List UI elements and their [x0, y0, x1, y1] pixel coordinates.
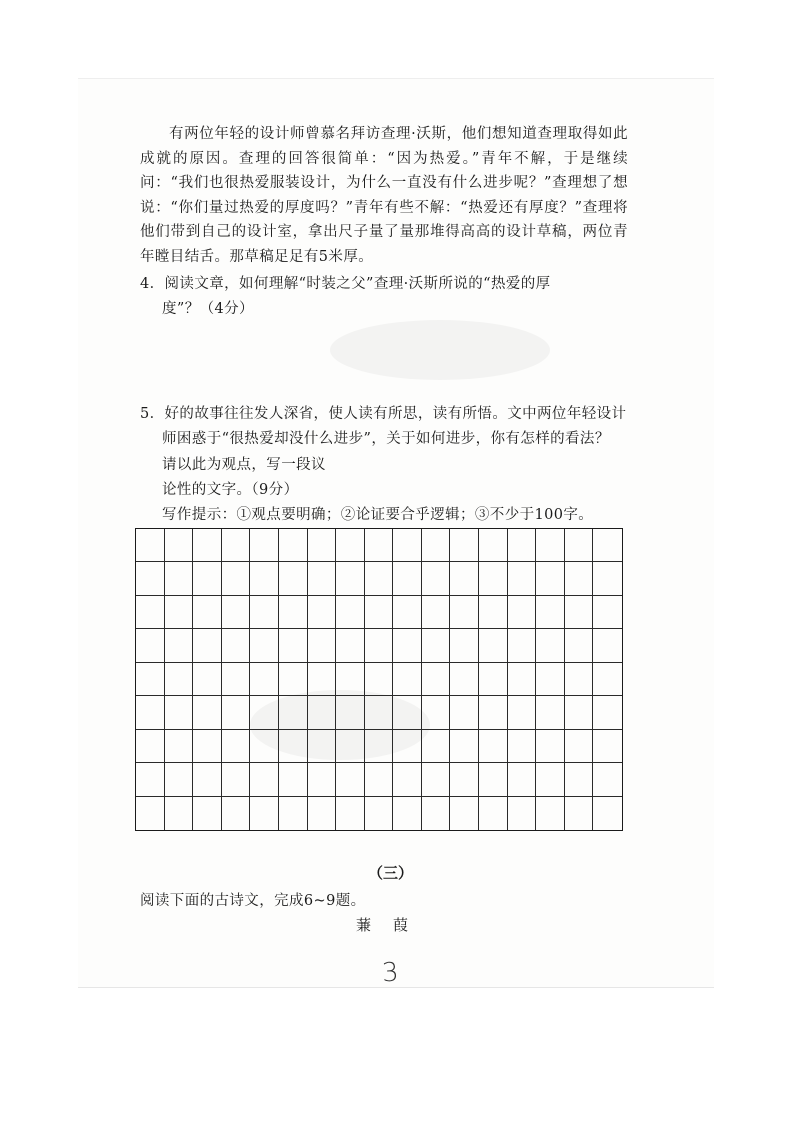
writing-grid-cell[interactable]	[593, 696, 622, 729]
writing-grid-cell[interactable]	[365, 663, 394, 696]
writing-grid-cell[interactable]	[193, 629, 222, 662]
writing-grid-cell[interactable]	[136, 629, 165, 662]
writing-grid-cell[interactable]	[393, 696, 422, 729]
writing-grid-cell[interactable]	[422, 596, 451, 629]
writing-grid-cell[interactable]	[450, 730, 479, 763]
writing-grid-cell[interactable]	[393, 562, 422, 595]
writing-grid-cell[interactable]	[279, 529, 308, 562]
writing-grid-cell[interactable]	[536, 696, 565, 729]
writing-grid-cell[interactable]	[593, 596, 622, 629]
writing-grid-cell[interactable]	[450, 797, 479, 830]
writing-grid-cell[interactable]	[136, 562, 165, 595]
writing-grid-cell[interactable]	[565, 529, 594, 562]
writing-grid-cell[interactable]	[165, 797, 194, 830]
writing-grid-cell[interactable]	[565, 797, 594, 830]
writing-grid-cell[interactable]	[536, 797, 565, 830]
page-number: 3	[380, 957, 400, 989]
writing-grid-cell[interactable]	[422, 730, 451, 763]
writing-grid-cell[interactable]	[279, 663, 308, 696]
writing-grid-cell[interactable]	[250, 730, 279, 763]
writing-grid-cell[interactable]	[165, 596, 194, 629]
writing-grid-cell[interactable]	[508, 663, 537, 696]
story-paragraph: 有两位年轻的设计师曾慕名拜访查理·沃斯，他们想知道查理取得如此成就的原因。查理的回答很简单：“因为热爱。”青年不解，于是继续问：“我们也很热爱服装设计，为什么一直没有什么进步呢？”查理想了想说：“你们量过热爱的厚度吗？”青年有些不解：“热爱还有厚度？”查理将他们带到自己的设计室，拿出尺子量了量那堆得高高的设计草稿，两位青年瞠目结舌。那草稿足足有5米厚。	[140, 126, 628, 265]
writing-grid-cell[interactable]	[308, 629, 337, 662]
writing-grid-cell[interactable]	[165, 663, 194, 696]
writing-grid-cell[interactable]	[365, 696, 394, 729]
writing-grid-cell[interactable]	[565, 596, 594, 629]
section-title: （三）	[368, 864, 414, 882]
writing-grid-cell[interactable]	[308, 596, 337, 629]
writing-grid-cell[interactable]	[593, 629, 622, 662]
writing-grid-cell[interactable]	[222, 562, 251, 595]
writing-grid-cell[interactable]	[508, 696, 537, 729]
section-instruction: 阅读下面的古诗文，完成6~9题。	[140, 893, 366, 909]
writing-grid-cell[interactable]	[393, 797, 422, 830]
writing-grid-cell[interactable]	[479, 663, 508, 696]
writing-grid-cell[interactable]	[365, 529, 394, 562]
writing-grid-cell[interactable]	[422, 529, 451, 562]
writing-grid-cell[interactable]	[165, 763, 194, 796]
writing-grid-cell[interactable]	[336, 529, 365, 562]
writing-grid-cell[interactable]	[450, 763, 479, 796]
writing-grid-cell[interactable]	[279, 763, 308, 796]
writing-grid-cell[interactable]	[508, 529, 537, 562]
writing-grid-cell[interactable]	[393, 629, 422, 662]
writing-grid-cell[interactable]	[279, 730, 308, 763]
writing-grid-cell[interactable]	[593, 663, 622, 696]
writing-hint: 写作提示：①观点要明确；②论证要合乎逻辑；③不少于100字。	[162, 507, 594, 523]
writing-grid-cell[interactable]	[250, 797, 279, 830]
writing-grid-cell[interactable]	[422, 696, 451, 729]
writing-grid-cell[interactable]	[193, 763, 222, 796]
writing-grid-cell[interactable]	[250, 763, 279, 796]
writing-grid-cell[interactable]	[393, 529, 422, 562]
writing-grid-cell[interactable]	[536, 663, 565, 696]
writing-grid-cell[interactable]	[450, 663, 479, 696]
writing-grid-cell[interactable]	[365, 562, 394, 595]
writing-grid-cell[interactable]	[393, 730, 422, 763]
writing-grid-cell[interactable]	[279, 596, 308, 629]
writing-grid-cell[interactable]	[508, 763, 537, 796]
writing-grid-cell[interactable]	[450, 596, 479, 629]
writing-grid-cell[interactable]	[136, 797, 165, 830]
writing-grid-cell[interactable]	[279, 562, 308, 595]
writing-grid-cell[interactable]	[279, 629, 308, 662]
writing-grid-cell[interactable]	[165, 562, 194, 595]
writing-grid-cell[interactable]	[422, 763, 451, 796]
writing-grid-cell[interactable]	[479, 730, 508, 763]
writing-grid-cell[interactable]	[393, 663, 422, 696]
writing-grid-cell[interactable]	[250, 629, 279, 662]
writing-grid-cell[interactable]	[165, 696, 194, 729]
writing-grid-cell[interactable]	[308, 529, 337, 562]
poem-title: 蒹葭	[356, 916, 431, 934]
writing-grid-cell[interactable]	[193, 730, 222, 763]
writing-grid-cell[interactable]	[222, 596, 251, 629]
writing-grid-cell[interactable]	[336, 562, 365, 595]
writing-grid-cell[interactable]	[136, 596, 165, 629]
writing-grid-cell[interactable]	[250, 696, 279, 729]
writing-grid-cell[interactable]	[336, 596, 365, 629]
question-4-line-1: 4．阅读文章，如何理解“时装之父”查理·沃斯所说的“热爱的厚	[140, 276, 551, 292]
writing-grid-cell[interactable]	[222, 797, 251, 830]
writing-grid-cell[interactable]	[250, 529, 279, 562]
writing-grid-cell[interactable]	[593, 797, 622, 830]
writing-grid-cell[interactable]	[308, 797, 337, 830]
writing-grid-cell[interactable]	[336, 763, 365, 796]
writing-grid-cell[interactable]	[508, 730, 537, 763]
writing-grid-cell[interactable]	[136, 529, 165, 562]
writing-grid-cell[interactable]	[365, 763, 394, 796]
question-5-line-1: 5．好的故事往往发人深省，使人读有所思，读有所悟。文中两位年轻设计	[140, 406, 627, 422]
writing-grid-cell[interactable]	[336, 696, 365, 729]
writing-grid-cell[interactable]	[393, 763, 422, 796]
scan-edge-top	[78, 78, 714, 79]
writing-grid-cell[interactable]	[308, 763, 337, 796]
writing-grid-cell[interactable]	[393, 596, 422, 629]
writing-grid-cell[interactable]	[536, 730, 565, 763]
writing-grid-cell[interactable]	[536, 596, 565, 629]
writing-grid-cell[interactable]	[193, 562, 222, 595]
writing-grid-cell[interactable]	[479, 562, 508, 595]
writing-grid-cell[interactable]	[593, 529, 622, 562]
writing-grid-cell[interactable]	[593, 763, 622, 796]
writing-grid-cell[interactable]	[479, 763, 508, 796]
writing-grid-cell[interactable]	[365, 730, 394, 763]
writing-grid-cell[interactable]	[250, 562, 279, 595]
writing-grid-cell[interactable]	[450, 629, 479, 662]
writing-grid-cell[interactable]	[365, 629, 394, 662]
writing-grid-cell[interactable]	[336, 797, 365, 830]
writing-grid-cell[interactable]	[508, 562, 537, 595]
writing-grid-cell[interactable]	[479, 596, 508, 629]
writing-grid-cell[interactable]	[165, 629, 194, 662]
writing-grid-cell[interactable]	[279, 797, 308, 830]
writing-grid-cell[interactable]	[165, 529, 194, 562]
writing-grid-cell[interactable]	[336, 730, 365, 763]
writing-grid-cell[interactable]	[365, 797, 394, 830]
question-5-line-3: 请以此为观点，写一段议	[162, 457, 326, 473]
writing-grid-cell[interactable]	[222, 763, 251, 796]
writing-grid-cell[interactable]	[193, 696, 222, 729]
writing-grid-cell[interactable]	[422, 562, 451, 595]
question-4-line-2: 度”？（4分）	[162, 301, 254, 317]
question-5-line-2: 师困惑于“很热爱却没什么进步”，关于如何进步，你有怎样的看法？	[162, 431, 610, 447]
writing-grid-cell[interactable]	[193, 663, 222, 696]
writing-grid-cell[interactable]	[250, 596, 279, 629]
writing-grid-cell[interactable]	[422, 629, 451, 662]
writing-grid-cell[interactable]	[565, 696, 594, 729]
writing-grid-cell[interactable]	[193, 797, 222, 830]
question-5-line-4: 论性的文字。（9分）	[162, 482, 299, 498]
writing-grid-cell[interactable]	[193, 596, 222, 629]
writing-grid-cell[interactable]	[536, 763, 565, 796]
writing-grid-cell[interactable]	[136, 663, 165, 696]
writing-grid-cell[interactable]	[308, 696, 337, 729]
writing-grid-cell[interactable]	[479, 529, 508, 562]
writing-grid-cell[interactable]	[222, 663, 251, 696]
writing-grid-cell[interactable]	[508, 596, 537, 629]
writing-grid-cell[interactable]	[422, 663, 451, 696]
writing-grid-cell[interactable]	[508, 629, 537, 662]
writing-grid-cell[interactable]	[165, 730, 194, 763]
scan-smudge	[330, 320, 550, 380]
writing-grid-cell[interactable]	[308, 663, 337, 696]
writing-grid-cell[interactable]	[565, 562, 594, 595]
writing-grid-cell[interactable]	[308, 730, 337, 763]
writing-grid-cell[interactable]	[250, 663, 279, 696]
writing-grid-cell[interactable]	[365, 596, 394, 629]
writing-grid-cell[interactable]	[565, 763, 594, 796]
writing-grid-cell[interactable]	[479, 629, 508, 662]
writing-grid-cell[interactable]	[593, 730, 622, 763]
writing-grid-cell[interactable]	[450, 696, 479, 729]
writing-grid-cell[interactable]	[565, 730, 594, 763]
writing-grid-cell[interactable]	[536, 562, 565, 595]
writing-grid[interactable]	[135, 528, 623, 831]
writing-grid-cell[interactable]	[279, 696, 308, 729]
writing-grid-cell[interactable]	[479, 797, 508, 830]
writing-grid-cell[interactable]	[565, 663, 594, 696]
writing-grid-cell[interactable]	[136, 696, 165, 729]
writing-grid-cell[interactable]	[222, 730, 251, 763]
writing-grid-cell[interactable]	[565, 629, 594, 662]
writing-grid-cell[interactable]	[422, 797, 451, 830]
writing-grid-cell[interactable]	[222, 696, 251, 729]
writing-grid-cell[interactable]	[193, 529, 222, 562]
writing-grid-cell[interactable]	[450, 562, 479, 595]
writing-grid-cell[interactable]	[136, 730, 165, 763]
writing-grid-cell[interactable]	[336, 663, 365, 696]
writing-grid-cell[interactable]	[450, 529, 479, 562]
writing-grid-cell[interactable]	[336, 629, 365, 662]
writing-grid-cell[interactable]	[536, 529, 565, 562]
writing-grid-cell[interactable]	[308, 562, 337, 595]
writing-grid-cell[interactable]	[222, 529, 251, 562]
writing-grid-cell[interactable]	[536, 629, 565, 662]
writing-grid-cell[interactable]	[508, 797, 537, 830]
writing-grid-cell[interactable]	[479, 696, 508, 729]
writing-grid-cell[interactable]	[593, 562, 622, 595]
writing-grid-cell[interactable]	[136, 763, 165, 796]
writing-grid-cell[interactable]	[222, 629, 251, 662]
